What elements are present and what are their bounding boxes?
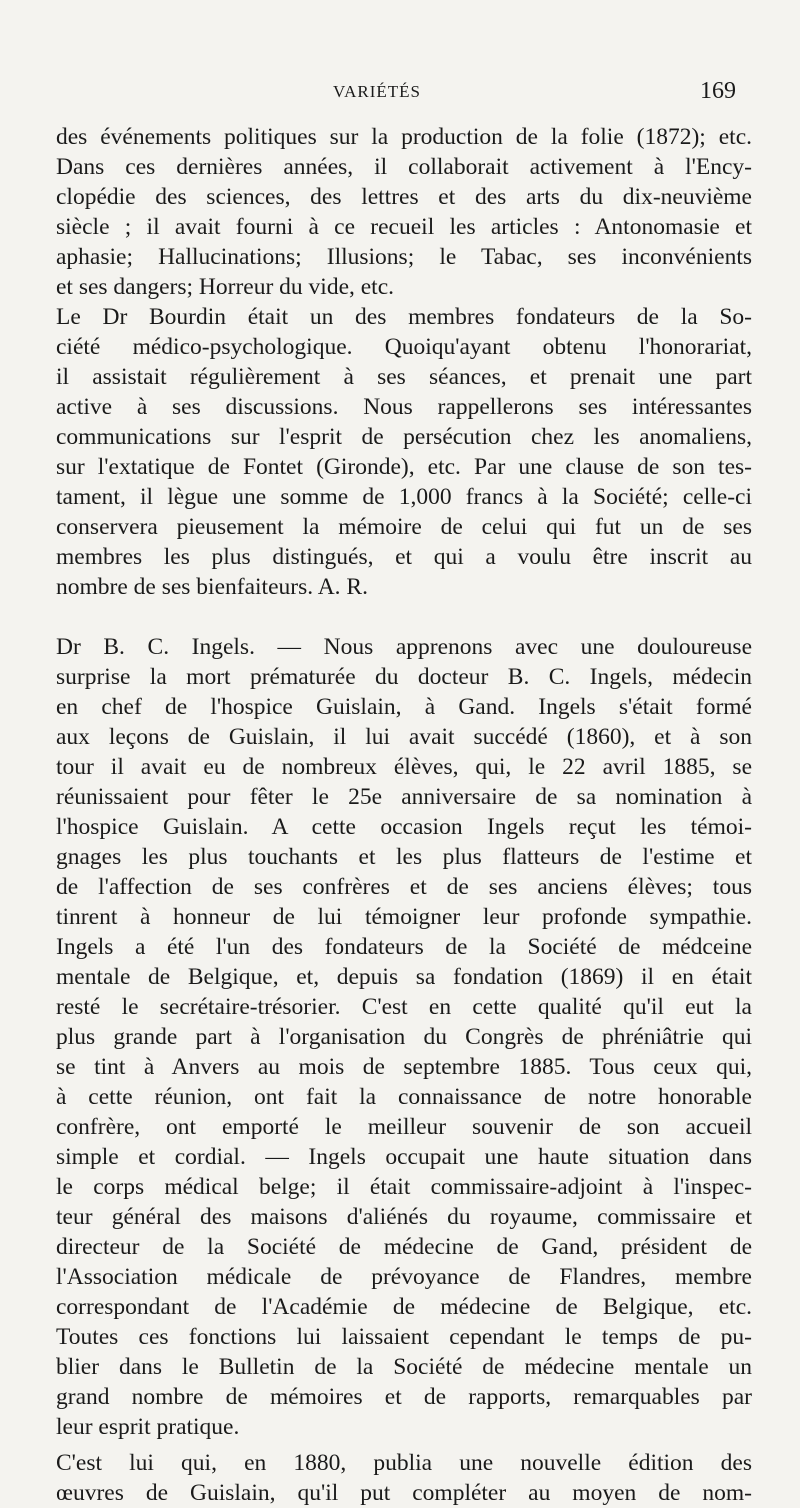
text-line: directeur de la Société de médecine de Gand, président de [56, 1234, 752, 1260]
text-line: grand nombre de mémoires et de rapports, remarquables par [56, 1384, 752, 1410]
text-line: leur esprit pratique. [56, 1414, 240, 1440]
text-line: C'est lui qui, en 1880, publia une nouvelle édition des [56, 1450, 752, 1476]
running-head: VARIÉTÉS [333, 82, 421, 101]
text-line: simple et cordial. — Ingels occupait une haute situation dans [56, 1144, 752, 1170]
text-line: membres les plus distingués, et qui a voulu être inscrit au [56, 544, 752, 570]
text-line: se tint à Anvers au mois de septembre 1885. Tous ceux qui, [56, 1054, 752, 1080]
text-line: resté le secrétaire-trésorier. C'est en cette qualité qu'il eut la [56, 994, 752, 1020]
text-line: surprise la mort prématurée du docteur B. C. Ingels, médecin [56, 664, 752, 690]
text-line: il assistait régulièrement à ses séances, et prenait une part [56, 364, 752, 390]
text-line: blier dans le Bulletin de la Société de médecine mentale un [56, 1354, 752, 1380]
text-line: plus grande part à l'organisation du Congrès de phréniâtrie qui [56, 1024, 752, 1050]
text-line: correspondant de l'Académie de médecine de Belgique, etc. [56, 1294, 752, 1320]
text-line: mentale de Belgique, et, depuis sa fondation (1869) il en était [56, 964, 752, 990]
text-line: gnages les plus touchants et les plus flatteurs de l'estime et [56, 844, 752, 870]
text-line: tour il avait eu de nombreux élèves, qui, le 22 avril 1885, se [56, 754, 752, 780]
text-line: tament, il lègue une somme de 1,000 francs à la Société; celle-ci [56, 484, 752, 510]
paragraph-guislain-edition [56, 1448, 752, 1508]
page-header [0, 78, 800, 108]
text-line: clopédie des sciences, des lettres et des arts du dix-neuvième [56, 184, 752, 210]
text-line: et ses dangers; Horreur du vide, etc. [56, 274, 395, 300]
text-line: tinrent à honneur de lui témoigner leur profonde sympathie. [56, 904, 752, 930]
text-line: sur l'extatique de Fontet (Gironde), etc. Par une clause de son tes- [56, 454, 752, 480]
text-line: le corps médical belge; il était commissaire-adjoint à l'inspec- [56, 1174, 752, 1200]
text-line: conservera pieusement la mémoire de celui qui fut un de ses [56, 514, 752, 540]
paragraph-ingels-obituary [56, 632, 752, 1442]
text-line: à cette réunion, ont fait la connaissance de notre honorable [56, 1084, 752, 1110]
text-line: communications sur l'esprit de persécution chez les anomaliens, [56, 424, 752, 450]
text-line: aux leçons de Guislain, il lui avait succédé (1860), et à son [56, 724, 752, 750]
text-line: l'Association médicale de prévoyance de Flandres, membre [56, 1264, 752, 1290]
text-line: aphasie; Hallucinations; Illusions; le Tabac, ses inconvénients [56, 244, 752, 270]
text-line: ciété médico-psychologique. Quoiqu'ayant obtenu l'honorariat, [56, 334, 752, 360]
paragraph-bourdin-works [56, 122, 752, 302]
section-gap [56, 602, 752, 632]
text-line: de l'affection de ses confrères et de ses anciens élèves; tous [56, 874, 752, 900]
text-line: Dr B. C. Ingels. — Nous apprenons avec une douloureuse [56, 634, 752, 660]
text-line: réunissaient pour fêter le 25e anniversaire de sa nomination à [56, 784, 752, 810]
text-line: teur général des maisons d'aliénés du royaume, commissaire et [56, 1204, 752, 1230]
paragraph-bourdin-society [56, 302, 752, 602]
text-line: active à ses discussions. Nous rappellerons ses intéressantes [56, 394, 752, 420]
text-line: Le Dr Bourdin était un des membres fondateurs de la So- [56, 304, 752, 330]
text-line: confrère, ont emporté le meilleur souvenir de son accueil [56, 1114, 752, 1140]
text-line: en chef de l'hospice Guislain, à Gand. Ingels s'était formé [56, 694, 752, 720]
text-line: Ingels a été l'un des fondateurs de la Société de médceine [56, 934, 752, 960]
text-line: œuvres de Guislain, qu'il put compléter au moyen de nom- [56, 1480, 752, 1506]
text-line: l'hospice Guislain. A cette occasion Ingels reçut les témoi- [56, 814, 752, 840]
page-number: 169 [700, 78, 736, 104]
text-line-signature: nombre de ses bienfaiteurs. A. R. [56, 574, 368, 600]
text-line: des événements politiques sur la production de la folie (1872); etc. [56, 124, 752, 150]
body-text [56, 122, 752, 1508]
text-line: siècle ; il avait fourni à ce recueil les articles : Antonomasie et [56, 214, 752, 240]
text-line: Toutes ces fonctions lui laissaient cependant le temps de pu- [56, 1324, 752, 1350]
text-line: Dans ces dernières années, il collaborait activement à l'Ency- [56, 154, 752, 180]
